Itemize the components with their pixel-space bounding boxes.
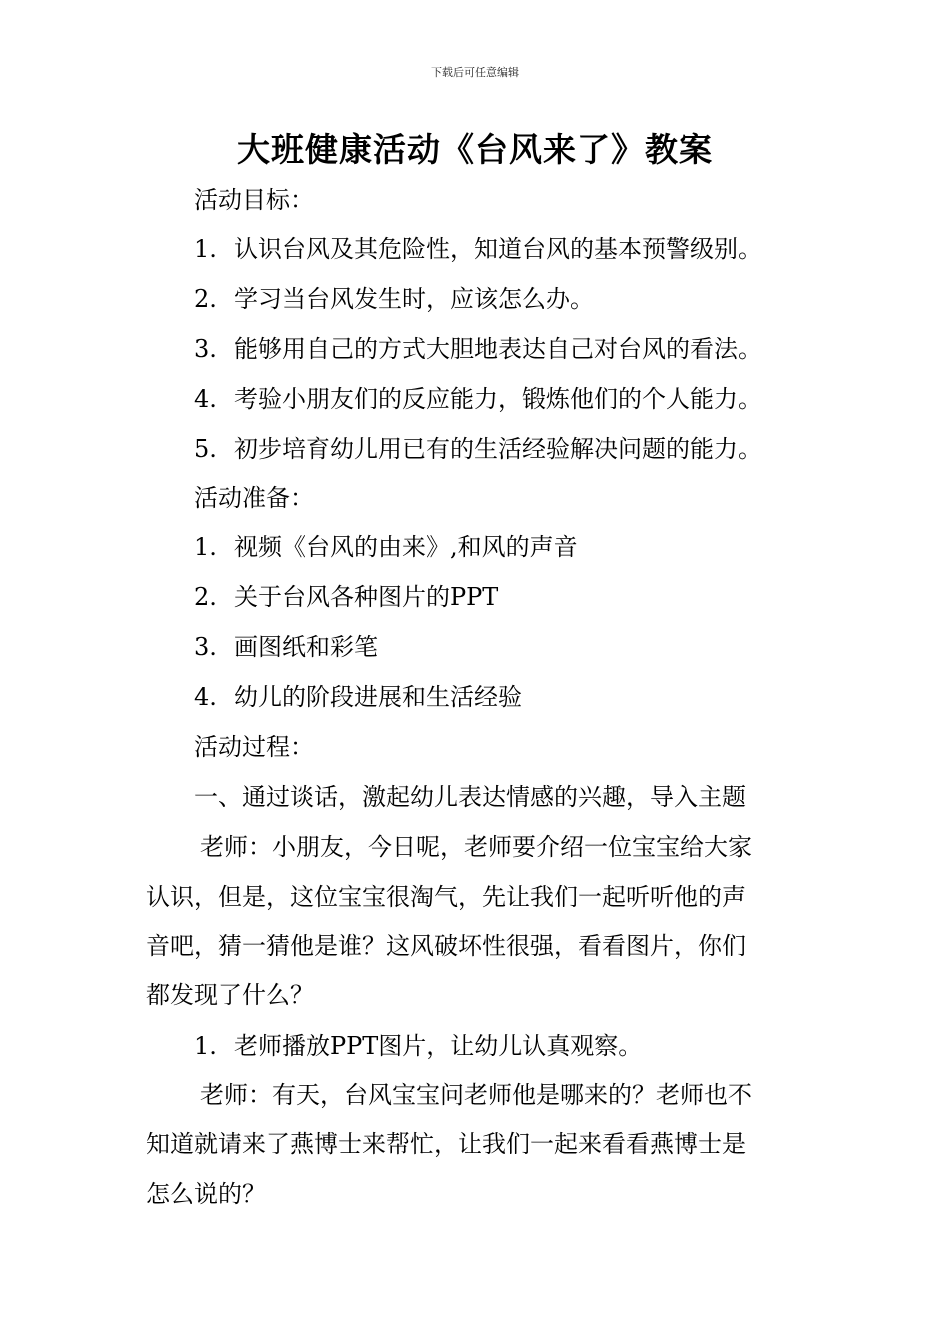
- prep-heading: 活动准备：: [194, 484, 314, 512]
- goal-item-text: 认识台风及其危险性，知道台风的基本预警级别。: [234, 235, 762, 263]
- paragraph-line: 认识，但是，这位宝宝很淘气，先让我们一起听听他的声: [146, 883, 746, 911]
- prep-item-number: 4.: [194, 683, 217, 711]
- goal-item-number: 3.: [194, 335, 217, 363]
- process-sub-item: [194, 1029, 642, 1063]
- goal-item: [194, 282, 594, 316]
- prep-item-text: 视频《台风的由来》,和风的声音: [234, 533, 578, 561]
- goal-item-text: 学习当台风发生时，应该怎么办。: [234, 285, 594, 313]
- goal-item-number: 4.: [194, 385, 217, 413]
- paragraph-line: 知道就请来了燕博士来帮忙，让我们一起来看看燕博士是: [146, 1130, 746, 1158]
- goals-heading: 活动目标：: [194, 186, 314, 214]
- paragraph-line: 老师：小朋友，今日呢，老师要介绍一位宝宝给大家: [200, 833, 752, 861]
- header-note: 下载后可任意编辑: [431, 66, 519, 79]
- goal-item-number: 2.: [194, 285, 217, 313]
- prep-item-text: 关于台风各种图片的PPT: [234, 583, 499, 611]
- goal-item-text: 能够用自己的方式大胆地表达自己对台风的看法。: [234, 335, 762, 363]
- prep-item: [194, 580, 498, 614]
- goal-item: [194, 332, 762, 366]
- prep-item-number: 2.: [194, 583, 217, 611]
- process-heading: 活动过程：: [194, 733, 314, 761]
- prep-item-number: 1.: [194, 533, 217, 561]
- goal-item-text: 初步培育幼儿用已有的生活经验解决问题的能力。: [234, 435, 762, 463]
- process-step-heading: 一、通过谈话，激起幼儿表达情感的兴趣，导入主题: [194, 783, 746, 811]
- paragraph-line: 老师：有天，台风宝宝问老师他是哪来的？老师也不: [200, 1081, 752, 1109]
- document-title: 大班健康活动《台风来了》教案: [237, 130, 713, 169]
- paragraph-line: 怎么说的？: [146, 1180, 266, 1208]
- prep-item: [194, 530, 578, 564]
- goal-item: [194, 232, 762, 266]
- paragraph-line: 音吧，猜一猜他是谁？这风破坏性很强，看看图片，你们: [146, 932, 746, 960]
- goal-item-text: 考验小朋友们的反应能力，锻炼他们的个人能力。: [234, 385, 762, 413]
- paragraph-line: 都发现了什么？: [146, 981, 314, 1009]
- sub-item-number: 1.: [194, 1032, 217, 1060]
- goal-item-number: 1.: [194, 235, 217, 263]
- prep-item-text: 画图纸和彩笔: [234, 633, 378, 661]
- prep-item-number: 3.: [194, 633, 217, 661]
- goal-item: [194, 432, 762, 466]
- prep-item-text: 幼儿的阶段进展和生活经验: [234, 683, 522, 711]
- prep-item: [194, 630, 378, 664]
- sub-item-text: 老师播放PPT图片，让幼儿认真观察。: [234, 1032, 643, 1060]
- goal-item-number: 5.: [194, 435, 217, 463]
- prep-item: [194, 680, 522, 714]
- goal-item: [194, 382, 762, 416]
